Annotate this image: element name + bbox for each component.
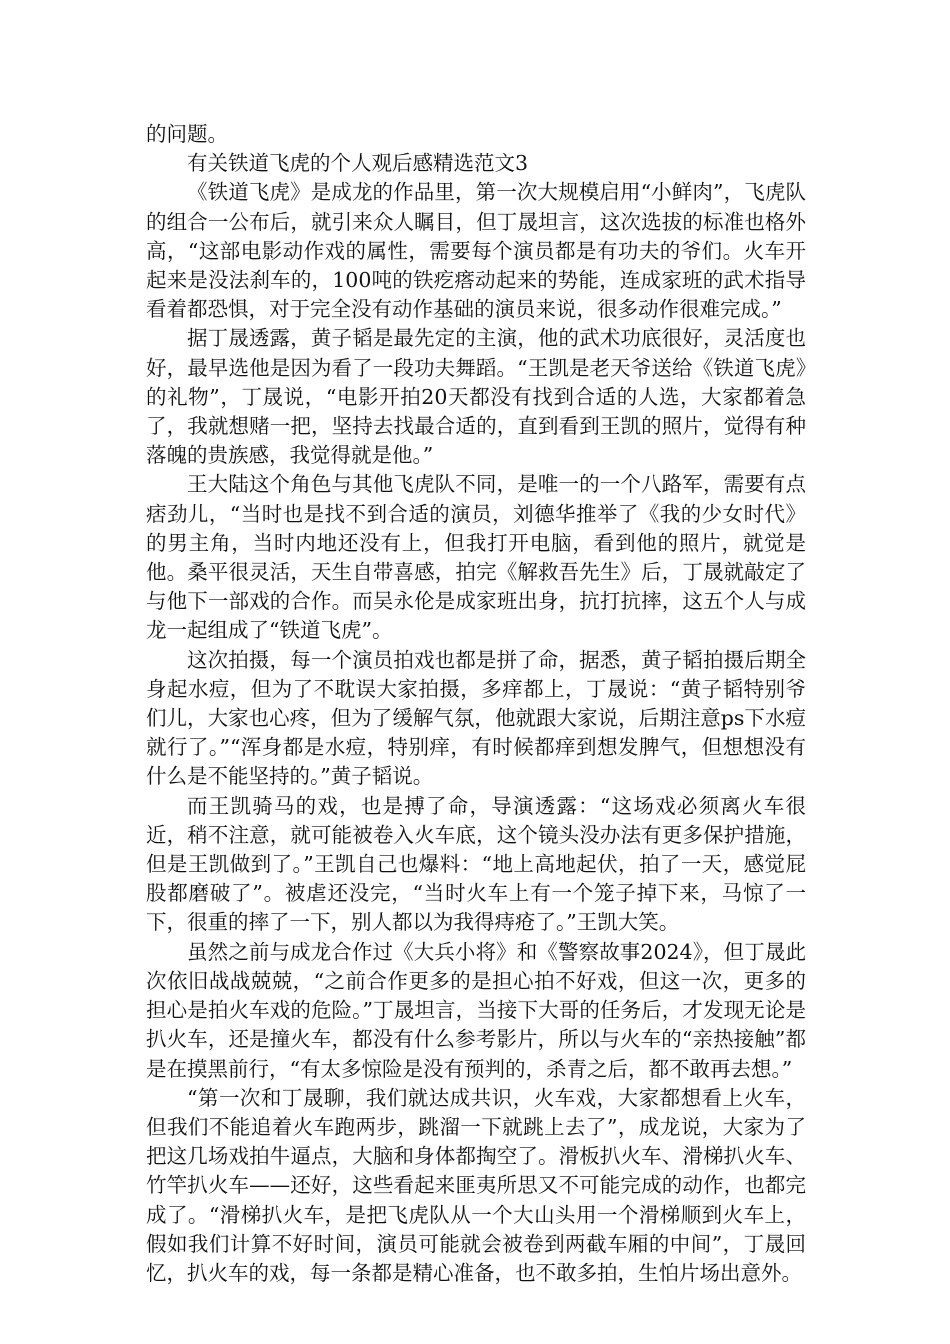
paragraph: 王大陆这个角色与其他飞虎队不同，是唯一的一个八路军，需要有点痞劲儿，“当时也是找不到合适的演员，刘德华推举了《我的少女时代》的男主角，当时内地还没有上，但我打开电脑，看到他的照片，就觉是他。桑平很灵活，天生自带喜感，拍完《解救吾先生》后，丁晟就敲定了与他下一部戏的合作。而吴永伦是成家班出身，抗打抗摔，这五个人与成龙一起组成了“铁道飞虎”。 — [146, 472, 806, 643]
section-heading: 有关铁道飞虎的个人观后感精选范文3 — [187, 151, 529, 176]
paragraph: 《铁道飞虎》是成龙的作品里，第一次大规模启用“小鲜肉”，飞虎队的组合一公布后，就引来众人瞩目，但丁晟坦言，这次选拔的标准也格外高，“这部电影动作戏的属性，需要每个演员都是有功夫的爷们。火车开起来是没法刹车的，100吨的铁疙瘩动起来的势能，连成家班的武术指导看着都恐惧，对于完全没有动作基础的演员来说，很多动作很难完成。” — [146, 180, 806, 322]
paragraph: 而王凯骑马的戏，也是搏了命，导演透露：“这场戏必须离火车很近，稍不注意，就可能被卷入火车底，这个镜头没办法有更多保护措施，但是王凯做到了。”王凯自己也爆料：“地上高地起伏，拍了一天，感觉屁股都磨破了”。被虐还没完，“当时火车上有一个笼子掉下来，马惊了一下，很重的摔了一下，别人都以为我得痔疮了。”王凯大笑。 — [146, 793, 806, 935]
paragraph: 据丁晟透露，黄子韬是最先定的主演，他的武术功底很好，灵活度也好，最早选他是因为看了一段功夫舞蹈。“王凯是老天爷送给《铁道飞虎》的礼物”，丁晟说，“电影开拍20天都没有找到合适的人选，大家都着急了，我就想赌一把，坚持去找最合适的，直到看到王凯的照片，觉得有种落魄的贵族感，我觉得就是他。” — [146, 326, 806, 468]
paragraph: 这次拍摄，每一个演员拍戏也都是拼了命，据悉，黄子韬拍摄后期全身起水痘，但为了不耽误大家拍摄，多痒都上，丁晟说：“黄子韬特别爷们儿，大家也心疼，但为了缓解气氛，他就跟大家说，后期注意ps下水痘就行了。”“浑身都是水痘，特别痒，有时候都痒到想发脾气，但想想没有什么是不能坚持的。”黄子韬说。 — [146, 647, 806, 789]
paragraph: “第一次和丁晟聊，我们就达成共识，火车戏，大家都想看上火车，但我们不能追着火车跑两步，跳溜一下就跳上去了”，成龙说，大家为了把这几场戏拍牛逼点，大脑和身体都掏空了。滑板扒火车、滑梯扒火车、竹竿扒火车——还好，这些看起来匪夷所思又不可能完成的动作，也都完成了。“滑梯扒火车，是把飞虎队从一个大山头用一个滑梯顺到火车上，假如我们计算不好时间，演员可能就会被卷到两截车厢的中间”，丁晟回忆，扒火车的戏，每一条都是精心准备，也不敢多拍，生怕片场出意外。 — [146, 1085, 806, 1285]
paragraph-continuation: 的问题。 — [146, 122, 228, 146]
article-body — [146, 120, 806, 1288]
paragraph: 虽然之前与成龙合作过《大兵小将》和《警察故事2024》，但丁晟此次依旧战战兢兢，“之前合作更多的是担心拍不好戏，但这一次，更多的担心是拍火车戏的危险。”丁晟坦言，当接下大哥的任务后，才发现无论是扒火车，还是撞火车，都没有什么参考影片，所以与火车的“亲热接触”都是在摸黑前行，“有太多惊险是没有预判的，杀青之后，都不敢再去想。” — [146, 939, 806, 1081]
